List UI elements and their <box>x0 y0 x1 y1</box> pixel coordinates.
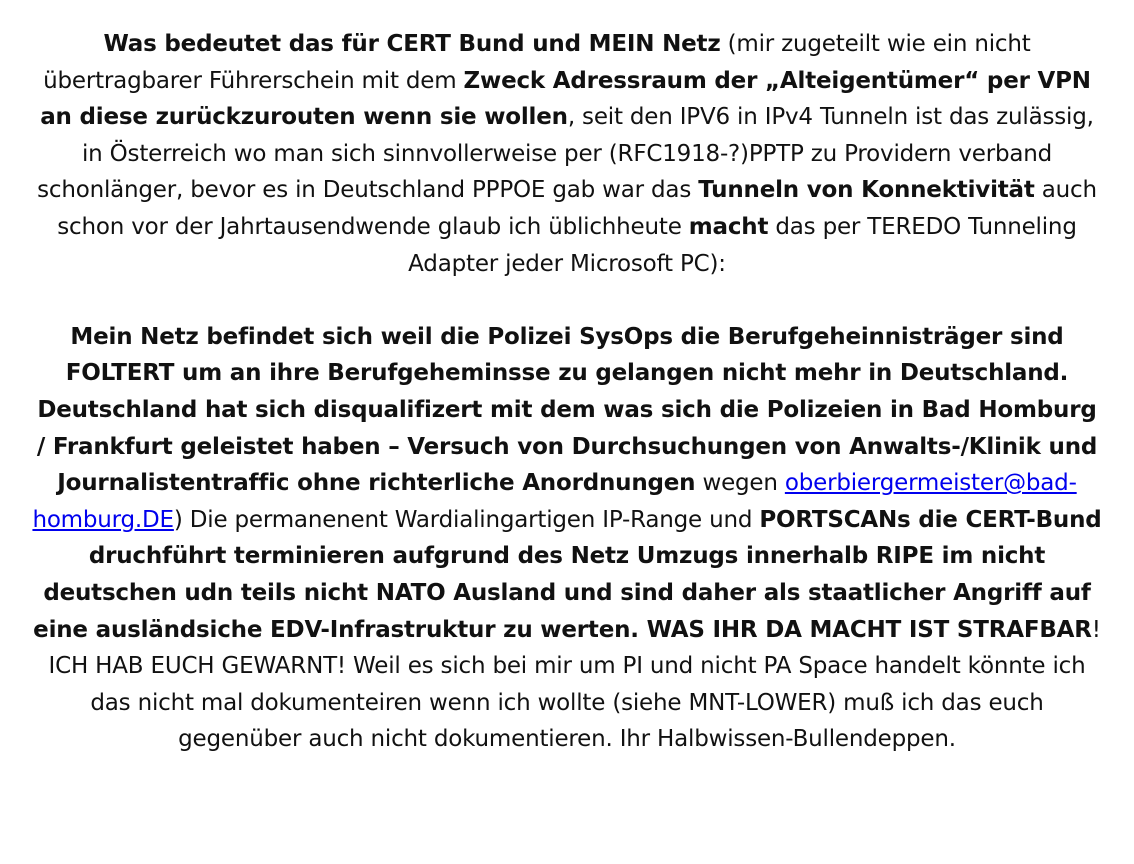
text-segment: Was bedeutet das für CERT Bund und MEIN Netz <box>103 31 721 57</box>
text-segment: wegen <box>695 470 785 497</box>
text-segment: Zweck Adressraum der „Alteigentümer“ per VPN an diese zurückzurouten wenn sie wollen <box>40 67 1091 131</box>
text-segment: auch schon vor der Jahrtausendwende glaub ich üblichheute <box>57 177 1097 240</box>
text-segment: , seit den IPV6 in IPv4 Tunneln ist das zulässig, in Österreich wo man sich sinnvollerweise per (RFC1918-?)PPTP zu Providern verband schonlänger, bevor es in Deutschland PPPOE gab war das <box>37 104 1094 204</box>
slide-body <box>30 26 1104 758</box>
text-segment: Mein Netz befindet sich weil die Polizei SysOps die Berufgeheinnisträger sind FOLTERT um an ihre Berufgeheminsse zu gelangen nicht mehr in Deutschland. Deutschland hat sich disqualifizert mit dem was sich die Polizeien in Bad Homburg / Frankfurt geleistet haben – Versuch von Durchsuchungen von Anwalts-/Klinik und Journalistentraffic ohne richterliche Anordnungen <box>36 323 1098 497</box>
text-segment: ) Die permanenent Wardialingartigen IP-Range und <box>173 506 760 533</box>
paragraph-2 <box>30 319 1104 758</box>
paragraph-gap <box>30 282 1104 319</box>
text-segment: das per TEREDO Tunneling Adapter jeder Microsoft PC): <box>408 213 1077 277</box>
text-segment: (mir zugeteilt wie ein nicht übertragbarer Führerschein mit dem <box>43 31 1031 94</box>
text-segment: ! ICH HAB EUCH GEWARNT! Weil es sich bei mir um PI und nicht PA Space handelt könnte ich das nicht mal dokumenteiren wenn ich wollte (siehe MNT-LOWER) muß ich das euch gegenüber auch nicht dokumentieren. Ihr Halbwissen-Bullendeppen. <box>48 616 1101 753</box>
text-segment: PORTSCANs die CERT-Bund druchführt terminieren aufgrund des Netz Umzugs innerhalb RIPE im nicht deutschen udn teils nicht NATO Ausland und sind daher als staatlicher Angriff auf eine ausländsiche EDV-Infrastruktur zu werten. WAS IHR DA MACHT IST STRAFBAR <box>33 506 1102 643</box>
text-segment: macht <box>688 213 769 240</box>
text-segment: Tunneln von Konnektivität <box>698 177 1035 204</box>
email-link[interactable]: oberbiergermeister@bad-homburg.DE <box>32 470 1077 533</box>
paragraph-1 <box>30 26 1104 282</box>
